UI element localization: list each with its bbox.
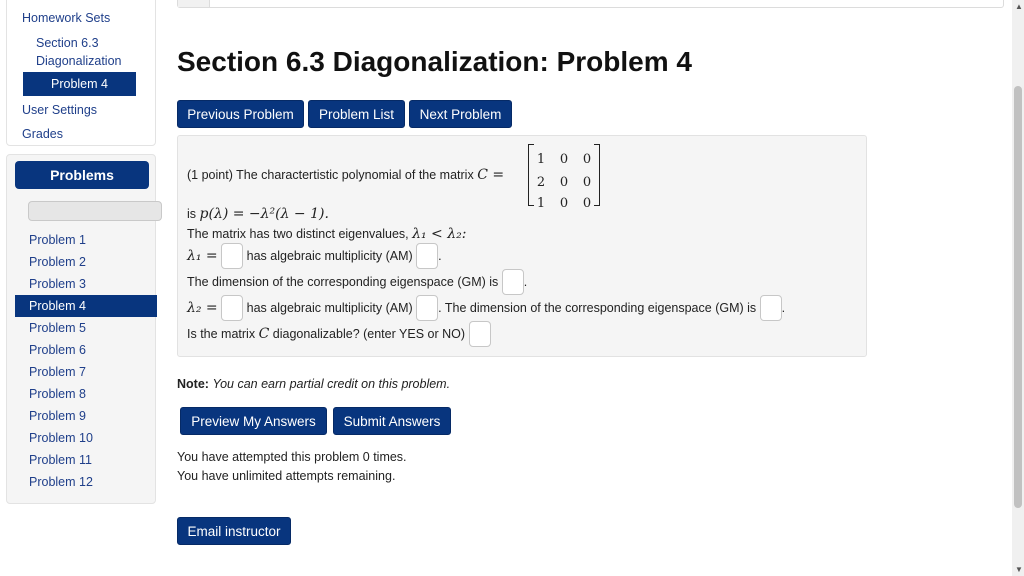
diag-suffix: diagonalizable? (enter YES or NO) [272,327,466,341]
polynomial-line [187,206,329,222]
problem-list-item[interactable]: Problem 12 [29,475,93,489]
problem-list-item[interactable]: Problem 8 [29,387,86,401]
matrix-cell: 0 [559,196,569,211]
problem-list-item[interactable]: Problem 6 [29,343,86,357]
nav-grades[interactable]: Grades [22,127,63,141]
problem-intro: (1 point) The charactertistic polynomial of the matrix [187,168,474,182]
problems-progress-bar [28,201,162,221]
previous-problem-button[interactable]: Previous Problem [177,100,304,128]
am-label-2: has algebraic multiplicity (AM) [246,301,413,315]
matrix-cell: 1 [536,152,546,167]
lambda1-input[interactable] [221,243,243,269]
problem-list-item[interactable]: Problem 9 [29,409,86,423]
period-2: . [523,275,528,289]
gm1-line [187,269,527,295]
problem-list-item[interactable]: Problem 2 [29,255,86,269]
gm-label-2: . The dimension of the corresponding eigenspace (GM) is [438,301,757,315]
nav-current-problem[interactable]: Problem 4 [23,72,136,96]
matrix-cell: 0 [582,152,592,167]
poly-prefix: is [187,207,197,221]
scrollbar[interactable] [1012,0,1024,576]
problem-list-item[interactable]: Problem 3 [29,277,86,291]
lambda1-label: λ₁ = [187,248,218,264]
note-text: You can earn partial credit on this problem. [212,377,451,391]
gm1-input[interactable] [502,269,524,295]
matrix-cell: 2 [536,175,546,190]
eigen-order: λ₁ < λ₂: [412,226,467,242]
scroll-down-icon[interactable]: ▼ [1015,565,1023,574]
diag-symbol: C [258,326,270,342]
diagonalizable-input[interactable] [469,321,491,347]
problem-list-item[interactable]: Problem 10 [29,431,93,445]
am1-input[interactable] [416,243,438,269]
problem-list-item[interactable]: Problem 4 [15,295,157,317]
problems-header[interactable]: Problems [15,161,149,189]
attempts-status: You have attempted this problem 0 times. [177,450,407,464]
diagonalizable-line [187,321,491,347]
problem-box [177,135,867,357]
preview-answers-button[interactable]: Preview My Answers [180,407,327,435]
distinct-eigen-line [187,226,466,242]
matrix-c [528,144,600,211]
lambda2-label: λ₂ = [187,300,218,316]
problems-panel [6,154,156,504]
problem-list-item[interactable]: Problem 5 [29,321,86,335]
problem-intro-line [187,167,504,183]
nav-section-line1[interactable]: Section 6.3 [36,36,99,50]
diag-prefix: Is the matrix [187,327,256,341]
next-problem-button[interactable]: Next Problem [409,100,512,128]
page-title: Section 6.3 Diagonalization: Problem 4 [177,46,692,77]
distinct-text: The matrix has two distinct eigenvalues, [187,227,409,241]
matrix-symbol: C = [477,167,505,183]
note [177,377,450,391]
nav-user-settings[interactable]: User Settings [22,103,98,117]
top-bar-button[interactable] [178,0,210,7]
lambda1-line [187,243,442,269]
attempts-remaining: You have unlimited attempts remaining. [177,469,396,483]
problem-list-item[interactable]: Problem 1 [29,233,86,247]
nav-homework-sets[interactable]: Homework Sets [22,11,111,25]
scroll-up-icon[interactable]: ▲ [1015,2,1023,11]
matrix-cell: 0 [559,152,569,167]
matrix-cell: 0 [559,175,569,190]
matrix-cell: 0 [582,196,592,211]
period-3: . [781,301,786,315]
matrix-cell: 1 [536,196,546,211]
nav-section-line2[interactable]: Diagonalization [36,54,122,68]
note-label: Note: [177,377,209,391]
problem-list-item[interactable]: Problem 7 [29,365,86,379]
polynomial: p(λ) = −λ²(λ − 1). [199,206,329,222]
email-instructor-button[interactable]: Email instructor [177,517,291,545]
lambda2-input[interactable] [221,295,243,321]
am2-input[interactable] [416,295,438,321]
scroll-thumb[interactable] [1014,86,1022,508]
submit-answers-button[interactable]: Submit Answers [333,407,451,435]
gm-label-1: The dimension of the corresponding eigenspace (GM) is [187,275,499,289]
period-1: . [438,249,442,263]
lambda2-line [187,295,785,321]
top-bar [177,0,1004,8]
gm2-input[interactable] [760,295,782,321]
matrix-cell: 0 [582,175,592,190]
am-label-1: has algebraic multiplicity (AM) [246,249,413,263]
problem-list [7,229,157,493]
problem-list-button[interactable]: Problem List [308,100,405,128]
nav-panel [6,0,156,146]
problem-list-item[interactable]: Problem 11 [29,453,92,467]
